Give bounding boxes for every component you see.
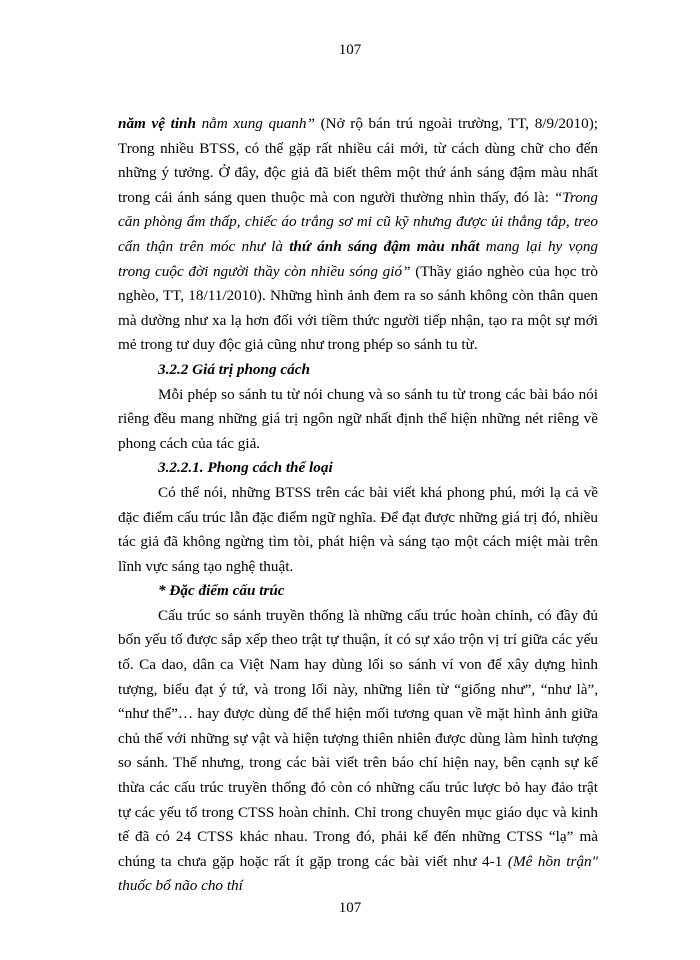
paragraph-text: (Thầy giáo nghèo của học trò nghèo, TT, 18/11/2010). Những hình ảnh đem ra so sánh không còn thân quen mà dường như xa lạ hơn đối với tiềm thức người tiếp nhận, tạo ra một sự mới mẻ trong tư duy độc giả cũng như trong phép so sánh tu từ. [118, 262, 598, 354]
paragraph: Mỗi phép so sánh tu từ nói chung và so sánh tu từ trong các bài báo nói riêng đều mang những giá trị ngôn ngữ nhất định thể hiện những nét riêng về phong cách của tác giả. [118, 385, 598, 452]
paragraph-text: Cấu trúc so sánh truyền thống là những cấu trúc hoàn chỉnh, có đầy đủ bốn yếu tố được sắp xếp theo trật tự thuận, ít có sự xáo trộn vị trí giữa các yếu tố. Ca dao, dân ca Việt Nam hay dùng lối so sánh ví von để xây dựng hình tượng, biểu đạt ý tứ, và trong lối này, những liên từ “giống như”, “như là”, “như thể”… hay được dùng để thể hiện mối tương quan về mặt hình ảnh giữa chủ thể với những sự vật và hiện tượng thiên nhiên được dùng làm hình tượng so sánh. Thế nhưng, trong các bài viết trên báo chí hiện nay, bên cạnh sự kế thừa các cấu trúc truyền thống đó còn có những cấu trúc lược bỏ hay đảo trật tự các yếu tố trong CTSS hoàn chỉnh. Chỉ trong chuyên mục giáo dục và kinh tế đã có 24 CTSS khác nhau. Trong đó, phải kể đến những CTSS “lạ” mà chúng ta chưa gặp hoặc rất ít gặp trong các bài viết như 4-1 [118, 606, 598, 870]
page-number-bottom: 107 [338, 900, 362, 916]
bold-italic-phrase: năm vệ tinh [118, 115, 196, 132]
document-body [118, 112, 598, 899]
section-heading: 3.2.2 Giá trị phong cách [158, 360, 310, 378]
page-number-top: 107 [338, 42, 362, 58]
italic-quote: “Trong căn phòng ẩm thấp, chiếc áo trắng sơ mi cũ kỹ nhưng được ủi thẳng tắp, treo cẩn thận trên móc như là [118, 188, 598, 255]
subsubsection-heading: * Đặc điểm cấu trúc [158, 582, 285, 600]
bold-italic-phrase: thứ ánh sáng đậm màu nhất [289, 237, 480, 255]
italic-quote: mang lại hy vọng trong cuộc đời người thầy còn nhiều sóng gió” [118, 237, 599, 280]
paragraph-text: (Nở rộ bán trú ngoài trường, TT, 8/9/2010); Trong nhiều BTSS, có thể gặp rất nhiều cái mới, từ cách dùng chữ cho đến những ý tưởng. Ở đây, độc giả đã biết thêm một thứ ánh sáng đậm màu nhất trong cái ánh sáng quen thuộc mà con người thường nhìn thấy, đó là: [118, 115, 598, 206]
subsection-heading: 3.2.2.1. Phong cách thể loại [158, 459, 333, 477]
paragraph-continuation [118, 112, 598, 358]
paragraph [118, 604, 598, 899]
paragraph: Có thể nói, những BTSS trên các bài viết khá phong phú, mới lạ cả về đặc điểm cấu trúc lẫn đặc điểm ngữ nghĩa. Để đạt được những giá trị đó, nhiều tác giả đã không ngừng tìm tòi, phát hiện và sáng tạo một cách miệt mài trên lĩnh vực sáng tạo nghệ thuật. [118, 483, 598, 575]
italic-quote: (Mê hồn trận" thuốc bổ não cho thí [118, 852, 598, 895]
italic-quote-end: nằm xung quanh” [195, 115, 315, 132]
